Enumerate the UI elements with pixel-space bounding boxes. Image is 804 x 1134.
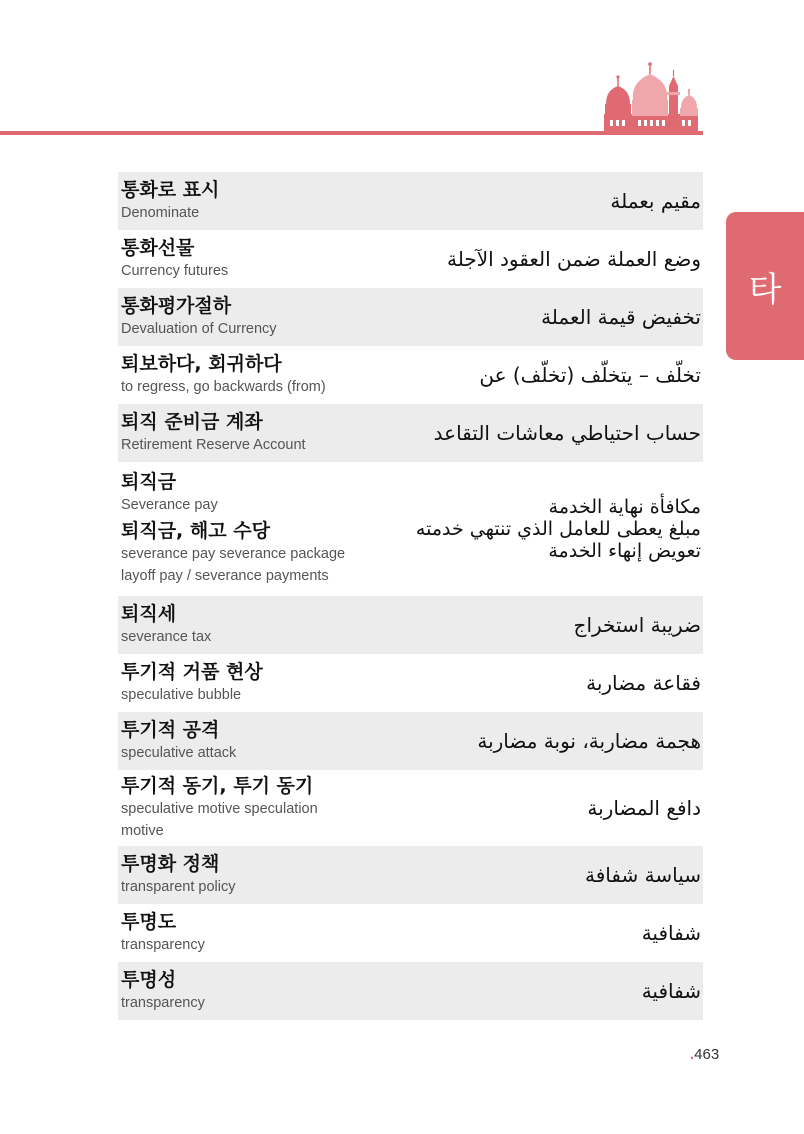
korean-term: 퇴직 준비금 계좌 [121,410,263,433]
english-term: layoff pay / severance payments [121,568,329,584]
english-term: speculative bubble [121,686,242,703]
arabic-term: مكافأة نهاية الخدمة [548,496,701,518]
english-term: Denominate [121,204,200,221]
page-number-value: 463 [694,1046,720,1063]
glossary-entry [118,404,703,462]
korean-term: 투명도 [121,910,177,933]
glossary-entry [118,770,703,846]
korean-term: 통화로 표시 [121,178,220,201]
english-term: Devaluation of Currency [121,320,277,337]
arabic-term: فقاعة مضاربة [586,671,701,695]
korean-term: 투기적 동기, 투기 동기 [121,774,314,797]
mosque-illustration [598,62,702,134]
page-dot-icon: . [690,1046,695,1063]
english-term: Severance pay [121,497,218,513]
arabic-term: سياسة شفافة [585,863,701,887]
arabic-term: شفافية [641,921,701,945]
glossary-entry [118,846,703,904]
arabic-term: حساب احتياطي معاشات التقاعد [433,421,701,445]
arabic-term: وضع العملة ضمن العقود الآجلة [446,247,701,271]
korean-term: 투기적 공격 [121,718,220,741]
english-term: transparent policy [121,878,236,895]
arabic-term: هجمة مضاربة، نوبة مضاربة [477,729,701,753]
english-term: transparency [121,994,205,1011]
korean-term: 퇴직금, 해고 수당 [121,520,270,542]
arabic-term: تخفيض قيمة العملة [541,305,701,329]
korean-term: 투명화 정책 [121,852,220,875]
glossary-entry [118,172,703,230]
korean-term: 퇴직세 [121,602,177,625]
english-term: transparency [121,936,205,953]
korean-term: 퇴직금 [121,471,177,493]
arabic-term: دافع المضاربة [587,796,701,820]
korean-term: 투기적 거품 현상 [121,660,263,683]
korean-term: 통화평가절하 [121,294,232,317]
section-tab-label: 타 [748,269,782,310]
section-tab-ta[interactable] [726,212,804,360]
glossary-entry [118,288,703,346]
glossary-entry [118,230,703,288]
english-term: Retirement Reserve Account [121,436,306,453]
glossary-entry [118,904,703,962]
glossary-entry [118,654,703,712]
english-term: Currency futures [121,262,229,279]
arabic-term-group [416,496,701,562]
page-number [690,1046,719,1063]
glossary-entry [118,346,703,404]
english-term: motive [121,822,164,839]
english-term: severance tax [121,628,212,645]
arabic-term: ضريبة استخراج [573,613,701,637]
english-term: speculative motive speculation [121,800,318,817]
glossary-entry [118,596,703,654]
glossary-list [118,172,703,1020]
arabic-term: تخلّف – يتخلّف (تخلّف) عن [479,363,701,387]
arabic-term: مبلغ يعطى للعامل الذي تنتهي خدمته [415,518,701,540]
korean-term: 퇴보하다, 회귀하다 [121,352,282,375]
arabic-term: تعويض إنهاء الخدمة [548,540,701,562]
english-term: severance pay severance package [121,546,346,562]
korean-term: 통화선물 [121,236,195,259]
glossary-entry [118,962,703,1020]
arabic-term: مقيم بعملة [610,189,701,213]
glossary-entry [118,462,703,596]
korean-term: 투명성 [121,968,177,991]
glossary-entry [118,712,703,770]
arabic-term: شفافية [641,979,701,1003]
english-term: speculative attack [121,744,237,761]
english-term: to regress, go backwards (from) [121,378,326,395]
